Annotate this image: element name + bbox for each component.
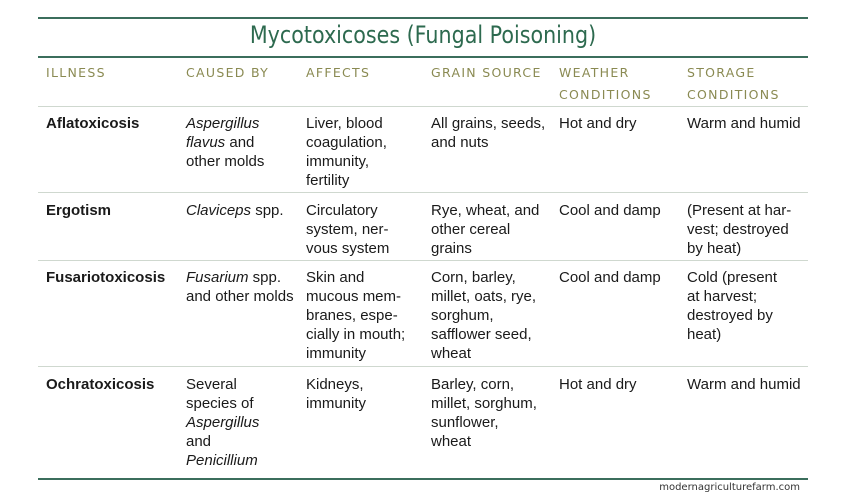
header-storage-conditions: STORAGE CONDITIONS — [687, 65, 780, 102]
caused-by-cell: Several species of Aspergillus and Penicillium — [186, 376, 260, 469]
illness-cell: Ochratoxicosis — [46, 376, 155, 393]
illness-cell: Ergotism — [46, 202, 112, 219]
caused-by-cell: Aspergillus flavus and other molds — [186, 115, 265, 170]
header-affects: AFFECTS — [306, 65, 371, 80]
weather-cell: Cool and damp — [559, 202, 661, 219]
weather-cell: Cool and damp — [559, 269, 661, 286]
storage-cell: Cold (present at harvest; destroyed by heat) — [687, 269, 778, 343]
caused-by-cell: Claviceps spp. — [186, 202, 284, 219]
header-grain-source: GRAIN SOURCE — [431, 65, 542, 80]
grain-source-cell: All grains, seeds, and nuts — [431, 115, 546, 151]
affects-cell: Liver, blood coagulation, immunity, fertility — [306, 115, 387, 189]
bottom-rule — [38, 478, 808, 480]
storage-cell: Warm and humid — [687, 115, 801, 132]
row-separator — [38, 260, 808, 261]
affects-cell: Circulatory system, nervous system — [306, 202, 390, 257]
caused-by-cell: Fusarium spp. and other molds — [186, 269, 294, 305]
source-credit: modernagriculturefarm.com — [659, 482, 800, 493]
table-title: Mycotoxicoses (Fungal Poisoning) — [249, 21, 597, 49]
header-caused-by: CAUSED BY — [186, 65, 270, 80]
row-separator — [38, 192, 808, 193]
illness-cell: Aflatoxicosis — [46, 115, 140, 132]
illness-cell: Fusariotoxicosis — [46, 269, 166, 286]
top-rule — [38, 17, 808, 19]
storage-cell: (Present at harvest; destroyed by heat) — [687, 202, 792, 257]
affects-cell: Kidneys, immunity — [306, 376, 367, 412]
affects-cell: Skin and mucous membranes, especially in mouth; immunity — [306, 269, 406, 362]
title-rule — [38, 56, 808, 58]
header-illness: ILLNESS — [46, 65, 106, 80]
header-separator — [38, 106, 808, 107]
grain-source-cell: Barley, corn, millet, sorghum, sunflower, wheat — [431, 376, 537, 450]
weather-cell: Hot and dry — [559, 115, 637, 132]
storage-cell: Warm and humid — [687, 376, 801, 393]
grain-source-cell: Corn, barley, millet, oats, rye, sorghum, safflower seed, wheat — [431, 269, 537, 362]
row-separator — [38, 366, 808, 367]
header-weather-conditions: WEATHER CONDITIONS — [559, 65, 652, 102]
grain-source-cell: Rye, wheat, and other cereal grains — [431, 202, 540, 257]
weather-cell: Hot and dry — [559, 376, 637, 393]
